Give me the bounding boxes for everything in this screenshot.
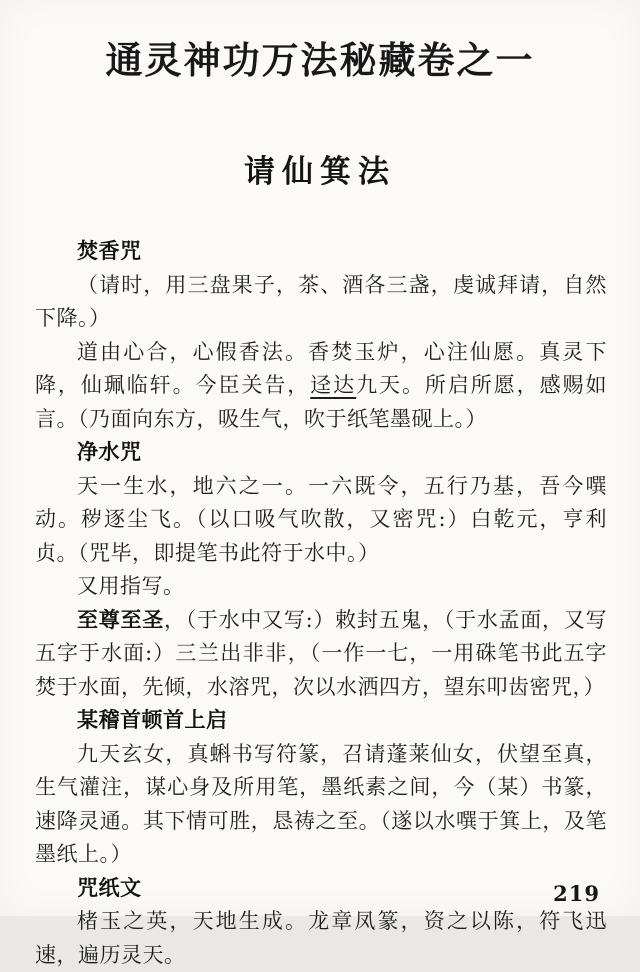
paragraph-text: 天一生水，地六之一。一六既令，五行乃基，吾今噀动。秽逐尘飞。（以口吸气吹散，又密咒:）白乾元，亨利贞。（咒毕，即提笔书此符于水中。） (35, 473, 607, 565)
paragraph-paper-spell (35, 905, 607, 972)
talisman-characters: 三兰出非非 (175, 641, 288, 665)
body-text (35, 235, 607, 972)
paragraph-text: ，（一作一七，一用硃笔书此五字焚于水面，先倾，水溶咒，次以水洒四方，望东叩齿密咒，） (35, 641, 608, 699)
paragraph-text: ，（于水中又写:）敕封五鬼，（于水孟面，又写五字于水面:） (35, 607, 608, 665)
paragraph-text: 道由心合，心假香法。香焚玉炉，心注仙愿。真灵下降，仙珮临轩。今臣关告， (35, 339, 607, 397)
paragraph-text: （请时，用三盘果子，茶、酒各三盏，虔诚拜请，自然下降。） (35, 272, 607, 330)
paragraph-text: 又用指写。 (77, 574, 185, 598)
subheading-petition: 某稽首顿首上启 (77, 708, 228, 732)
paragraph-supreme (35, 604, 607, 705)
paragraph-text: 九天。所启所愿，感赐如言。（乃面向东方，吸生气，吹于纸笔墨砚上。） (35, 373, 607, 431)
bold-run-supreme: 至尊至圣 (77, 607, 164, 632)
subheading-incense-spell: 焚香咒 (77, 239, 142, 263)
book-title: 通灵神功万法秘藏卷之一 (105, 38, 535, 82)
underlined-text: 迳达 (310, 373, 357, 397)
paragraph-incense-spell (35, 336, 607, 437)
subheading-paper-spell: 咒纸文 (77, 875, 142, 900)
paragraph-text: 楮玉之英，天地生成。龙章凤篆，资之以陈，符飞迅速，遍历灵天。 (35, 909, 607, 967)
subheading-water-spell: 净水咒 (77, 440, 142, 464)
paragraph-incense-note (35, 269, 607, 336)
paragraph-finger-note (35, 570, 607, 604)
section-heading: 请仙箕法 (244, 154, 396, 190)
paragraph-petition (35, 738, 607, 872)
paragraph-text: 九天玄女，真蝌书写符篆，召请蓬莱仙女，伏望至真，生气灌注，谋心身及所用笔，墨纸素之间，今（某）书篆，速降灵通。其下情可胜，恳祷之至。（遂以水噀于箕上，及笔墨纸上。） (35, 741, 607, 866)
page-number: 219 (553, 881, 600, 906)
paragraph-water-spell (35, 470, 607, 571)
